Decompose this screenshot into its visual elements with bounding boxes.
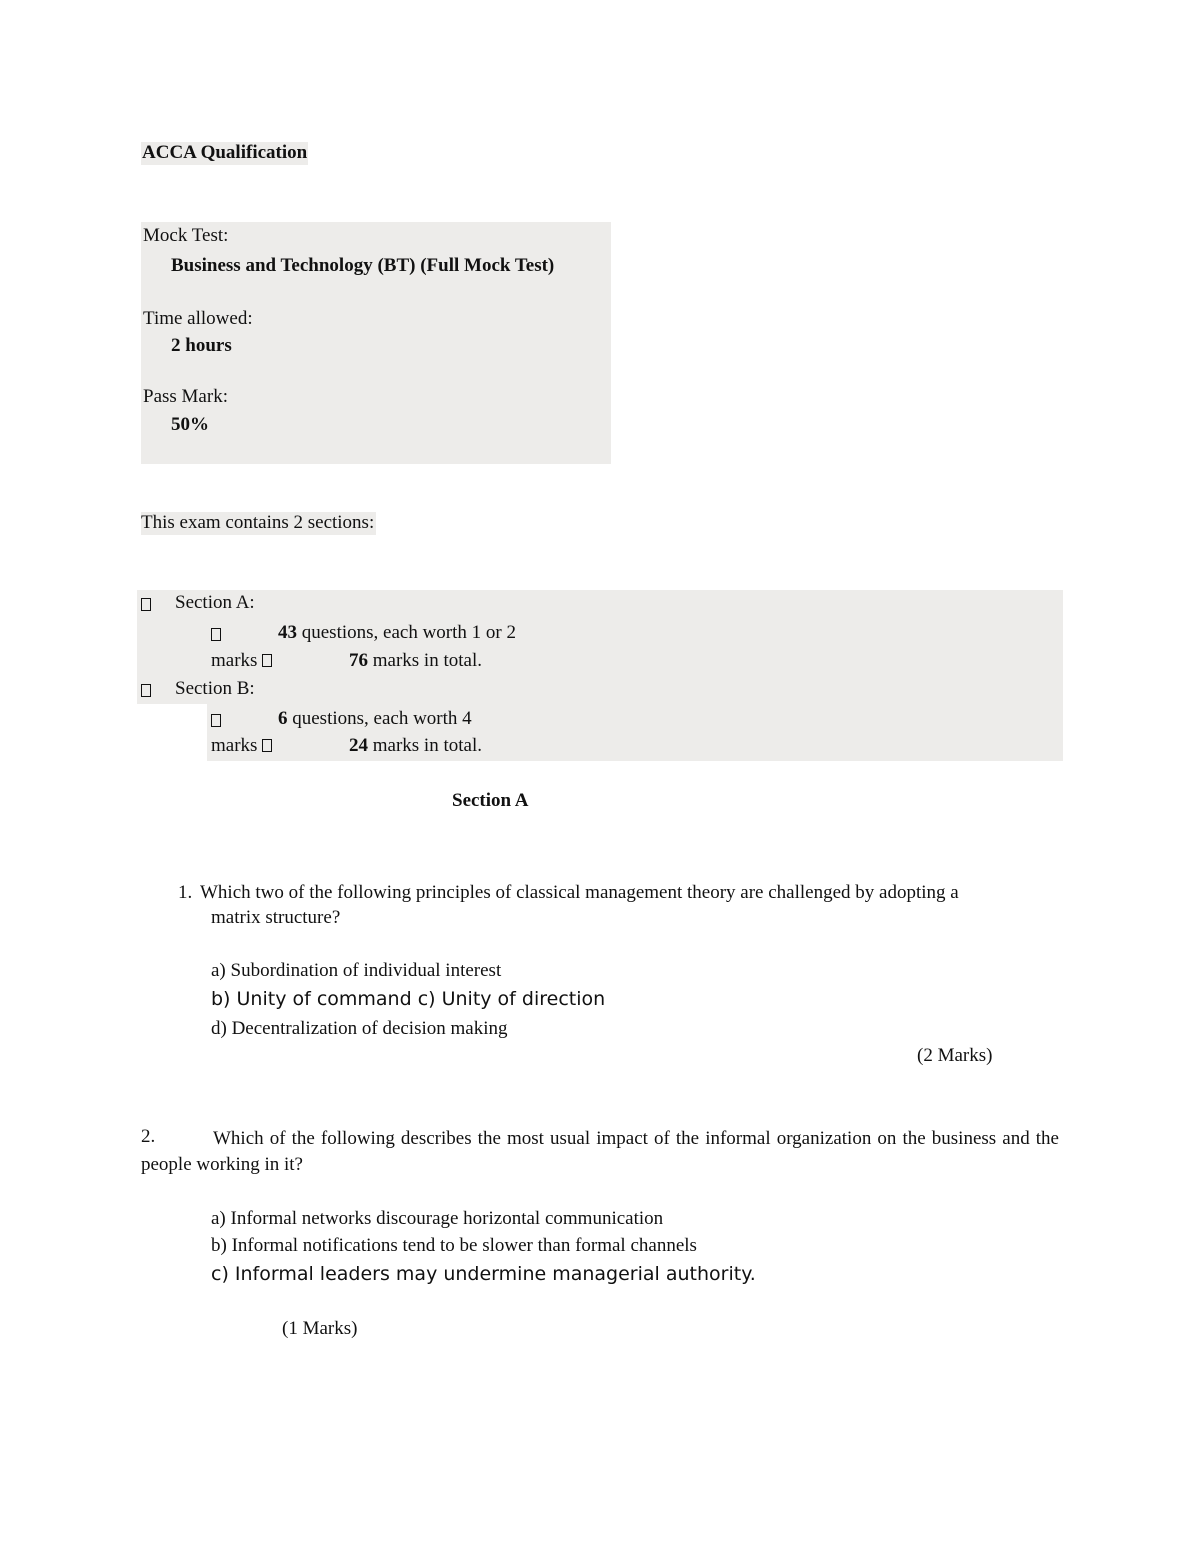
question-2-option: c) Informal leaders may undermine managerial authority. (211, 1263, 756, 1285)
pass-mark-value: 50% (171, 414, 209, 435)
question-1-text-line1: Which two of the following principles of classical management theory are challenged by adopting a (200, 882, 959, 903)
section-a-total-suffix: marks in total. (368, 650, 482, 671)
question-2-option: a) Informal networks discourage horizontal communication (211, 1208, 664, 1229)
pass-mark-label: Pass Mark: (143, 386, 228, 407)
sub-bullet-icon (262, 739, 272, 752)
section-b-total-suffix: marks in total. (368, 735, 482, 756)
sections-list-bg-2 (137, 674, 1063, 704)
section-b-total: 24 (349, 735, 368, 756)
section-a-label: Section A: (175, 592, 255, 613)
question-1-marks: (2 Marks) (917, 1045, 993, 1066)
section-a-marks-prefix: marks (211, 650, 263, 671)
section-a-count: 43 (278, 622, 297, 643)
question-2-text: Which of the following describes the most usual impact of the informal organization on the business and the people working in it? (141, 1128, 1059, 1175)
question-2-option: b) Informal notifications tend to be slower than formal channels (211, 1235, 697, 1256)
section-a-desc-line2 (211, 650, 272, 673)
section-b-count: 6 (278, 708, 288, 729)
section-b-total-line (349, 735, 482, 758)
section-b-marks-prefix: marks (211, 735, 263, 756)
sub-bullet-icon (262, 654, 272, 667)
exam-intro: This exam contains 2 sections: (141, 512, 375, 533)
section-a-desc: questions, each worth 1 or 2 (297, 622, 516, 643)
question-1-option: b) Unity of command c) Unity of direction (211, 988, 606, 1010)
time-allowed-value: 2 hours (171, 335, 232, 356)
time-allowed-label: Time allowed: (143, 308, 253, 329)
question-1-option: d) Decentralization of decision making (211, 1018, 508, 1039)
section-a-total: 76 (349, 650, 368, 671)
section-a-desc-line1 (278, 622, 516, 645)
sections-list-bg (137, 590, 1063, 674)
page-title: ACCA Qualification (142, 142, 308, 163)
bullet-icon (141, 684, 151, 697)
bullet-icon (141, 598, 151, 611)
section-heading: Section A (452, 790, 529, 811)
mock-test-label: Mock Test: (143, 225, 229, 246)
question-2-number: 2. (141, 1126, 156, 1147)
section-b-label: Section B: (175, 678, 255, 699)
question-1-number: 1. (178, 882, 193, 903)
question-2-marks: (1 Marks) (282, 1318, 358, 1339)
sub-bullet-icon (211, 714, 221, 727)
question-1-text-line2: matrix structure? (211, 907, 341, 928)
section-b-desc: questions, each worth 4 (287, 708, 472, 729)
question-1-option: a) Subordination of individual interest (211, 960, 502, 981)
mock-test-value: Business and Technology (BT) (Full Mock Test) (171, 255, 555, 276)
section-a-total-line (349, 650, 482, 673)
section-b-desc-line1 (278, 708, 472, 731)
section-b-desc-line2 (211, 735, 272, 758)
sub-bullet-icon (211, 628, 221, 641)
